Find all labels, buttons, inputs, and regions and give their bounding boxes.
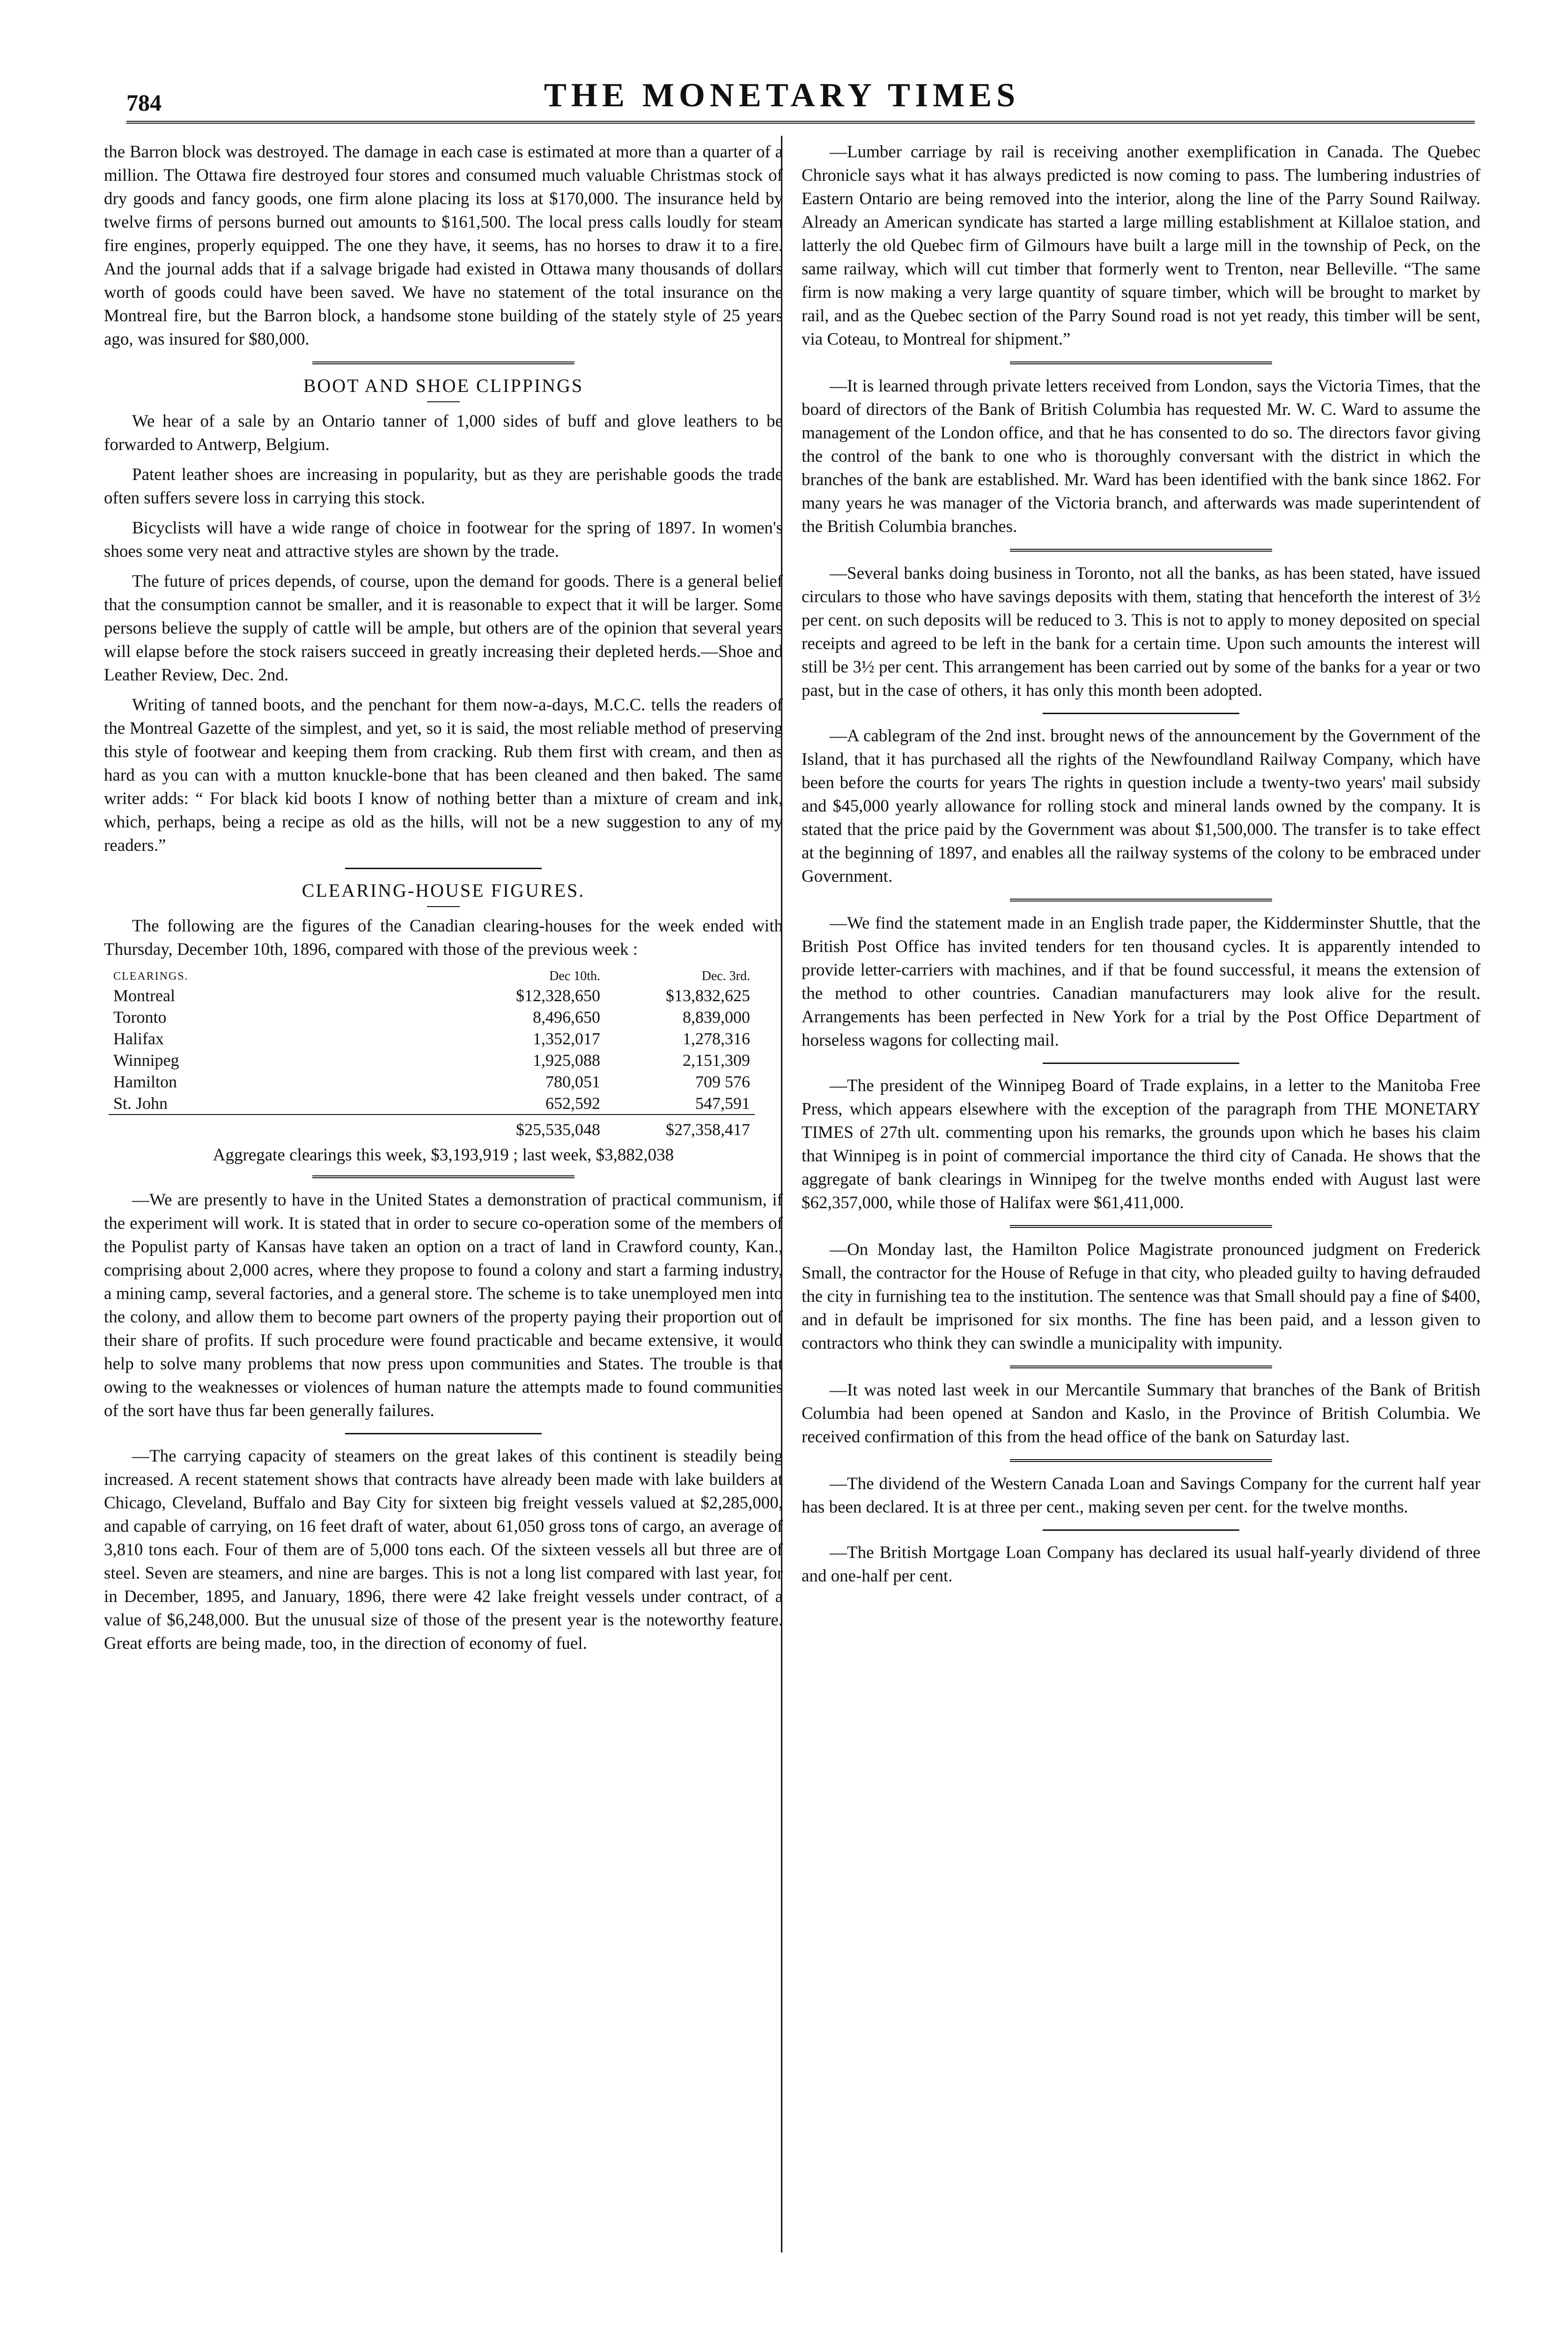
- dec10-cell: $12,328,650: [516, 986, 600, 1005]
- table-row: [109, 1093, 755, 1115]
- clearing-house-heading: CLEARING-HOUSE FIGURES.: [302, 880, 585, 901]
- boot-paragraph: Bicyclists will have a wide range of choice in footwear for the spring of 1897. In women's shoes some very neat and attractive styles are shown by the trade.: [104, 518, 783, 561]
- dec10-cell: 780,051: [545, 1072, 600, 1091]
- section-separator: [345, 868, 542, 869]
- clearing-table: [109, 968, 755, 1140]
- dec10-cell: 1,925,088: [533, 1051, 600, 1070]
- aggregate-clearings: Aggregate clearings this week, $3,193,919 ; last week, $3,882,038: [213, 1145, 674, 1165]
- left-column: [104, 140, 783, 1662]
- steamers-paragraph: —The carrying capacity of steamers on the great lakes of this continent is steadily being increased. A recent statement shows that contracts have already been made with lake builders at Chicago, Cleveland, Buffalo and Bay City for sixteen big freight vessels valued at $2,285,000, and capable of carrying, on 16 feet draft of water, about 61,050 gross tons of cargo, an average of 3,810 tons each. Four of them are of 5,000 tons each. Of the sixteen vessels all but three are of steel. Seven are steamers, and nine are barges. This is not a long list compared with last year, for in December, 1895, and January, 1896, there were 42 lake freight vessels under contract, of a value of $6,248,000. But the unusual size of those of the present year is the noteworthy feature. Great efforts are being made, too, in the direction of economy of fuel.: [104, 1447, 783, 1653]
- section-separator: [1010, 362, 1272, 364]
- section-separator: [1010, 1459, 1272, 1462]
- boot-shoe-heading: BOOT AND SHOE CLIPPINGS: [303, 375, 584, 396]
- city-cell: Winnipeg: [113, 1051, 179, 1070]
- winnipeg-paragraph: —The president of the Winnipeg Board of Trade explains, in a letter to the Manitoba Free Press, which appears elsewhere with the exception of the paragraph from THE MONETARY TIMES of 27th ult. commenting upon his remarks, the grounds upon which he bases his claim that Winnipeg is in point of commercial importance the third city of Canada. He shows that the aggregate of bank clearings in Winnipeg for the twelve months ended with August last were $62,357,000, while those of Halifax were $61,411,000.: [802, 1076, 1480, 1212]
- bank-bc-paragraph: —It is learned through private letters received from London, says the Victoria Times, that the board of directors of the Bank of British Columbia has requested Mr. W. C. Ward to assume the management of the London office, and that he has consented to do so. The directors favor giving the control of the bank to one who is thoroughly conversant with the district in which the branches of the bank are established. Mr. Ward has been identified with the bank since 1862. For many years he was manager of the Victoria branch, and afterwards was made superintendent of the British Columbia branches.: [802, 377, 1480, 536]
- dec3-cell: 2,151,309: [683, 1051, 750, 1070]
- mortgage-paragraph: —The British Mortgage Loan Company has declared its usual half-yearly dividend of three and one-half per cent.: [802, 1543, 1480, 1586]
- section-separator: [1010, 899, 1272, 901]
- table-row: [109, 1071, 755, 1093]
- dec3-cell: 1,278,316: [683, 1029, 750, 1048]
- boot-paragraph: Writing of tanned boots, and the penchant for them now-a-days, M.C.C. tells the readers of the Montreal Gazette of the simplest, and yet, so it is said, the most reliable method of preserving this style of footwear and keeping them from cracking. Rub them first with cream, and then as hard as you can with a mutton knuckle-bone that has been cleaned and then baked. The same writer adds: “ For black kid boots I know of nothing better than a mixture of cream and ink, which, perhaps, being a recipe as old as the hills, will not be a new suggestion to any of my readers.”: [104, 695, 783, 855]
- heading-rule: [427, 906, 460, 907]
- dec3-cell: 8,839,000: [683, 1008, 750, 1026]
- page-number: 784: [126, 89, 162, 116]
- header-rule: [126, 121, 1475, 124]
- city-cell: Hamilton: [113, 1072, 177, 1091]
- table-row: [109, 985, 755, 1006]
- total-label-cell: [109, 1115, 455, 1140]
- table-row: [109, 1006, 755, 1028]
- city-cell: St. John: [113, 1094, 168, 1113]
- total-dec3: $27,358,417: [605, 1115, 755, 1140]
- branches-paragraph: —It was noted last week in our Mercantile Summary that branches of the Bank of British Columbia had been opened at Sandon and Kaslo, in the Province of British Columbia. We received confirmation of this from the head office of the bank on Saturday last.: [802, 1381, 1480, 1447]
- boot-paragraph: We hear of a sale by an Ontario tanner of 1,000 sides of buff and glove leathers to be forwarded to Antwerp, Belgium.: [104, 412, 783, 454]
- clearing-intro: The following are the figures of the Canadian clearing-houses for the week ended with Thursday, December 10th, 1896, compared with those of the previous week :: [104, 916, 783, 959]
- table-row: [109, 1049, 755, 1071]
- dec3-cell: $13,832,625: [666, 986, 750, 1005]
- dec3-cell: 709 576: [695, 1072, 750, 1091]
- city-cell: Montreal: [113, 986, 175, 1005]
- boot-paragraph: The future of prices depends, of course, upon the demand for goods. There is a general belief that the consumption cannot be smaller, and it is reasonable to expect that it will be larger. Some persons believe the supply of cattle will be ample, but others are of the opinion that several years will elapse before the stock raisers succeed in greatly increasing their depleted herds.—Shoe and Leather Review, Dec. 2nd.: [104, 572, 783, 685]
- section-separator: [312, 362, 574, 364]
- dec10-cell: 1,352,017: [533, 1029, 600, 1048]
- section-separator: [1010, 1366, 1272, 1368]
- section-separator: [312, 1175, 574, 1178]
- communism-paragraph: —We are presently to have in the United States a demonstration of practical communism, if the experiment will work. It is stated that in order to secure co-operation some of the members of the Populist party of Kansas have taken an option on a tract of land in Crawford county, Kan., comprising about 2,000 acres, where they propose to found a colony and start a farming industry, a mining camp, several factories, and a general store. The scheme is to take unemployed men into the colony, and allow them to become part owners of the property paying their proportion out of their share of profits. If such procedure were found practicable and became extensive, it would help to solve many problems that now press upon communities and States. The trouble is that owing to the weaknesses or violences of human nature the attempts made to found communities of the sort have thus far been generally failures.: [104, 1190, 783, 1420]
- page-header: [89, 70, 1475, 122]
- city-cell: Toronto: [113, 1008, 167, 1026]
- dividend-paragraph: —The dividend of the Western Canada Loan and Savings Company for the current half year has been declared. It is at three per cent., making seven per cent. for the twelve months.: [802, 1474, 1480, 1517]
- cablegram-paragraph: —A cablegram of the 2nd inst. brought news of the announcement by the Government of the Island, that it has purchased all the rights of the Newfoundland Railway Company, which have been before the courts for years The rights in question include a twenty-two years' mail subsidy and $45,000 yearly allowance for rolling stock and mineral lands owned by the company. It is stated that the price paid by the Government was about $1,500,000. The transfer is to take effect at the beginning of 1897, and enables all the railway systems of the colony to be embraced under Government.: [802, 726, 1480, 886]
- section-separator: [1010, 549, 1272, 552]
- table-total-row: [109, 1115, 755, 1140]
- section-separator: [1010, 1225, 1272, 1228]
- lumber-paragraph: —Lumber carriage by rail is receiving another exemplification in Canada. The Quebec Chronicle says what it has always predicted is now coming to pass. The lumbering industries of Eastern Ontario are being removed into the interior, along the line of the Parry Sound Railway. Already an American syndicate has started a large milling establishment at Killaloe station, and latterly the old Quebec firm of Gilmours have built a large mill in the township of Peck, on the same railway, which will cut timber that formerly went to Trenton, near Belleville. “The same firm is now making a very large quantity of square timber, which will be brought to market by rail, and as the Quebec section of the Parry Sound road is not yet ready, this timber will be sent, via Coteau, to Montreal for shipment.”: [802, 142, 1480, 349]
- boot-paragraph: Patent leather shoes are increasing in popularity, but as they are perishable goods the trade often suffers severe loss in carrying this stock.: [104, 465, 783, 508]
- table-row: [109, 1028, 755, 1049]
- dec10-cell: 652,592: [545, 1094, 600, 1113]
- table-header-label: CLEARINGS.: [113, 970, 189, 982]
- fire-paragraph: the Barron block was destroyed. The damage in each case is estimated at more than a quarter of a million. The Ottawa fire destroyed four stores and consumed much valuable Christmas stock of dry goods and fancy goods, one firm alone placing its loss at $170,000. The insurance held by twelve firms of persons burned out amounts to $161,500. The local press calls loudly for steam fire engines, properly equipped. The one they have, it seems, has no horses to draw it to a fire. And the journal adds that if a salvage brigade had existed in Ottawa many thousands of dollars worth of goods could have been saved. We have no statement of the total insurance on the Montreal fire, but the Barron block, a handsome stone building of the stately style of 25 years ago, was insured for $80,000.: [104, 142, 783, 349]
- dec3-cell: 547,591: [695, 1094, 750, 1113]
- section-separator: [345, 1433, 542, 1434]
- hamilton-paragraph: —On Monday last, the Hamilton Police Magistrate pronounced judgment on Frederick Small, the contractor for the House of Refuge in that city, who pleaded guilty to having defrauded the city in furnishing tea to the institution. The sentence was that Small should pay a fine of $400, and in default be imprisoned for six months. The fine has been paid, and a lesson given to contractors who think they can swindle a municipality with impunity.: [802, 1240, 1480, 1353]
- section-separator: [1043, 1063, 1239, 1064]
- right-column: [802, 140, 1480, 1595]
- dec10-cell: 8,496,650: [533, 1008, 600, 1026]
- section-separator: [1043, 1529, 1239, 1531]
- savings-paragraph: —Several banks doing business in Toronto, not all the banks, as has been stated, have issued circulars to those who have savings deposits with them, stating that henceforth the interest of 3½ per cent. on such deposits will be reduced to 3. This is not to apply to money deposited on special receipts and agreed to be left in the bank for a certain time. Upon such amounts the interest will still be 3½ per cent. This arrangement has been carried out by some of the banks for a year or two past, but in the case of others, it has only this month been adopted.: [802, 564, 1480, 700]
- table-header-dec3: Dec. 3rd.: [701, 969, 750, 983]
- total-dec10: $25,535,048: [455, 1115, 605, 1140]
- heading-rule: [427, 401, 460, 402]
- city-cell: Halifax: [113, 1029, 164, 1048]
- shuttle-paragraph: —We find the statement made in an English trade paper, the Kidderminster Shuttle, that the British Post Office has invited tenders for ten thousand cycles. It is apparently intended to provide letter-carriers with machines, and if that be found successful, it means the extension of the method to other countries. Canadian manufacturers may look alive for the result. Arrangements has been perfected in New York for a trial by the Post Office Department of horseless wagons for collecting mail.: [802, 914, 1480, 1050]
- masthead-title: THE MONETARY TIMES: [544, 76, 1020, 114]
- table-header-dec10: Dec 10th.: [549, 969, 600, 983]
- section-separator: [1043, 713, 1239, 714]
